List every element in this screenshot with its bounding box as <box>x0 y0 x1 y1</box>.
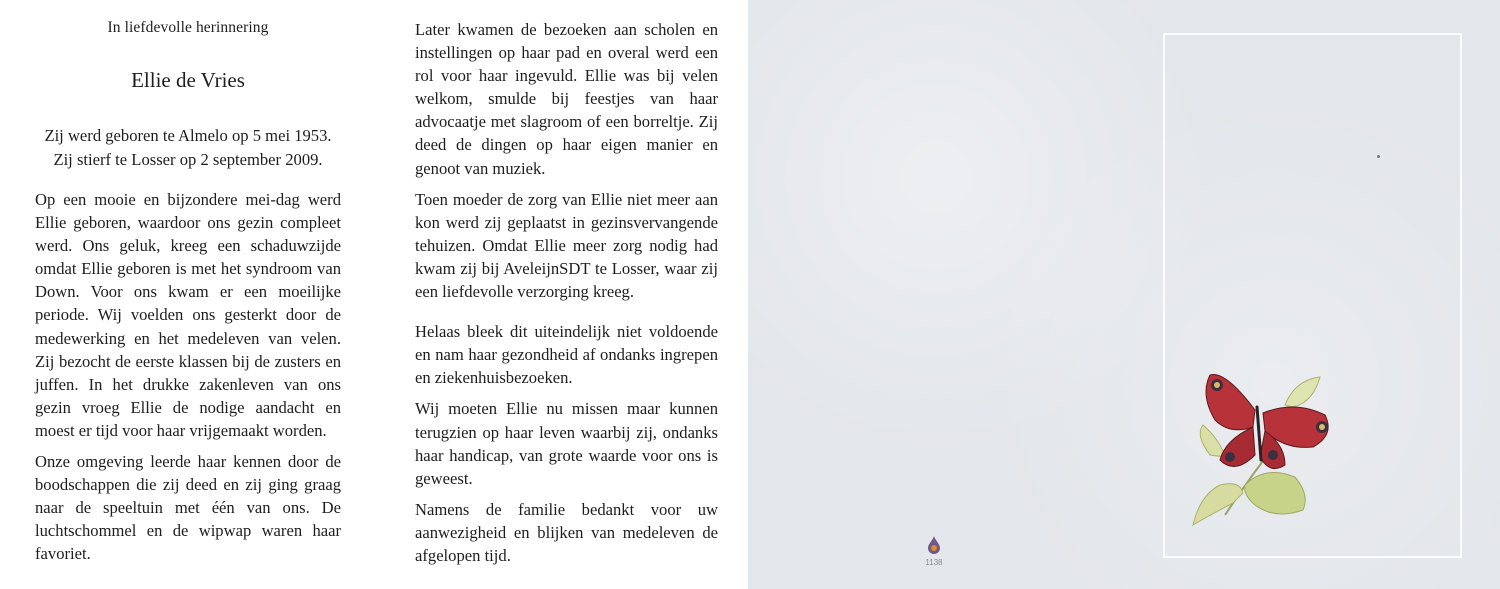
page-number: 1138 <box>925 558 943 567</box>
butterfly-on-leaves-icon <box>1185 365 1340 530</box>
life-dates <box>30 124 346 171</box>
inner-left-spread <box>0 0 748 589</box>
paragraph: Op een mooie en bijzondere mei-dag werd Ellie geboren, waardoor ons gezin compleet werd. Ons geluk, kreeg een schaduwzijde omdat Ellie geboren is met het syndroom van Down. Voor ons kwam er een moeilijke periode. Wij voelden ons gesterkt door de medewerking en het medeleven van velen. Zij bezocht de eerste klassen bij de zusters en juffen. In het drukke zakenleven van ons gezin vroeg Ellie de nodige aandacht en moest er tijd voor haar vrijgemaakt worden. <box>35 190 341 440</box>
death-line: Zij stierf te Losser op 2 september 2009. <box>53 149 323 169</box>
birth-line: Zij werd geboren te Almelo op 5 mei 1953. <box>44 126 332 145</box>
paragraph: Namens de familie bedankt voor uw aanwezigheid en blijken van medeleven de afgelopen tijd. <box>415 499 718 565</box>
left-text-column <box>35 188 341 566</box>
paragraph: Toen moeder de zorg van Ellie niet meer aan kon werd zij geplaatst in gezinsvervangende tehuizen. Omdat Ellie meer zorg nodig had kwam zij bij AveleijnSDT te Losser, waar zij een liefdevolle verzorging kreeg. <box>415 189 718 302</box>
right-text-column <box>415 18 718 567</box>
paragraph: Later kwamen de bezoeken aan scholen en instellingen op haar pad en overal werd een rol voor haar ingevuld. Ellie was bij velen welkom, smulde bij feestjes van haar advocaatje met slagroom of een borreltje. Zij deed de dingen op haar eigen manier en genoot van muziek. <box>415 20 718 178</box>
paragraph: Onze omgeving leerde haar kennen door de boodschappen die zij deed en zij ging graag naar de speeltuin met één van ons. De luchtschommel en de wipwap waren haar favoriet. <box>35 452 341 564</box>
paper-speck <box>1377 155 1380 158</box>
paragraph: Wij moeten Ellie nu missen maar kunnen terugzien op haar leven waarbij zij, ondanks haar handicap, van grote waarde voor ons is geweest. <box>415 399 718 488</box>
memorial-heading: In liefdevolle herinnering <box>107 19 269 36</box>
flame-drop-icon <box>926 535 942 555</box>
deceased-name: Ellie de Vries <box>131 68 245 92</box>
paragraph: Helaas bleek dit uiteindelijk niet voldoende en nam haar gezondheid af ondanks ingrepen en ziekenhuisbezoeken. <box>415 322 718 388</box>
